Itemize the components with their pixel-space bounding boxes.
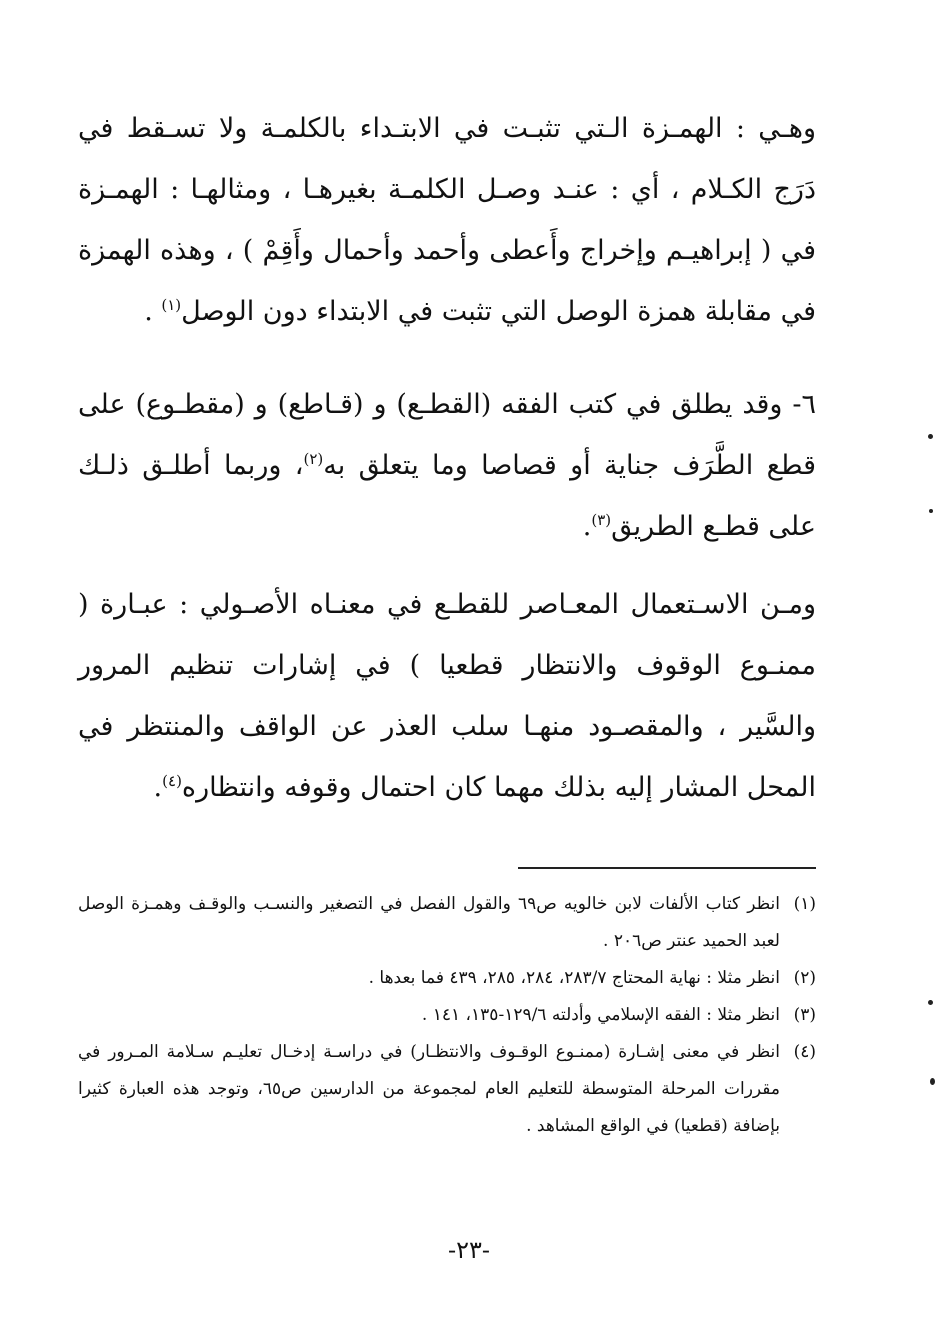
footnote-item xyxy=(78,960,816,997)
paragraph-text: ، وربما أطلـق ذلـك على قطـع الطريق xyxy=(78,450,816,542)
footnote-text: انظر مثلا : الفقه الإسلامي وأدلته ١٢٩/٦-١٣٥، ١٤١ . xyxy=(421,1005,780,1025)
scan-speck xyxy=(928,434,933,439)
footnotes xyxy=(78,886,816,1145)
paragraph-text: ٦- وقد يطلق في كتب الفقه (القطـع) و (قـاطع) و (مقطـوع) على قطع الطَّرَف جناية أو قصاصا وما يتعلق به xyxy=(78,389,816,481)
footnote-ref-4[interactable]: (٤) xyxy=(162,772,182,790)
page-number: -٢٣- xyxy=(448,1236,490,1264)
paragraph-text: ومـن الاسـتعمال المعـاصر للقطـع في معنـاه الأصـولي : عبـارة ( ممنـوع الوقوف والانتظار قطعيا ) في إشارات تنظيم المرور والسَّير ، والمقصـود منهـا سلب العذر عن الواقف والمنتظر في المحل المشار إليه بذلك مهما كان احتمال وقوفه وانتظاره xyxy=(78,589,816,803)
footnote-number: (١) xyxy=(793,894,816,914)
footnote-number: (٣) xyxy=(793,1005,816,1025)
scan-speck xyxy=(929,509,933,513)
footnote-item xyxy=(78,997,816,1034)
paragraph-end: . xyxy=(153,772,163,803)
paragraph-end: . xyxy=(144,296,162,327)
footnote-number: (٢) xyxy=(793,968,816,988)
footnote-text: انظر كتاب الألفات لابن خالويه ص٦٩ والقول الفصل في التصغير والنسـب والوقـف وهمـزة الوصل لعبد الحميد عنتر ص٢٠٦ . xyxy=(78,894,780,951)
footnote-number: (٤) xyxy=(793,1042,816,1062)
footnote-ref-2[interactable]: (٢) xyxy=(303,450,324,468)
paragraph-hamzat-al-qat xyxy=(78,98,816,342)
footnote-text: انظر في معنى إشـارة (ممنـوع الوقـوف والانتظـار) في دراسـة إدخـال تعليـم سـلامة المـرور في مقررات المرحلة المتوسطة للتعليم العام لمجموعة من الدارسين ص٦٥، وتوجد هذه العبارة كثيرا بإضافة (قطعيا) في الواقع المشاهد . xyxy=(78,1042,780,1136)
paragraph-text: وهـي : الهمـزة الـتي تثبـت في الابتـداء بالكلمـة ولا تسـقط في دَرَج الكـلام ، أي : عنـد وصـل الكلمـة بغيرهـا ، ومثالهـا : الهمـزة في ( إبراهيـم وإخراج وأَعطى وأحمد وأحمال وأَقِمْ ) ، وهذه الهمزة في مقابلة همزة الوصل التي تثبت في الابتداء دون الوصل xyxy=(78,113,816,327)
paragraph-modern-usage xyxy=(78,574,816,818)
footnote-ref-3[interactable]: (٣) xyxy=(591,511,612,529)
footnote-item xyxy=(78,886,816,960)
scan-speck xyxy=(928,1000,933,1005)
paragraph-fiqh-usage xyxy=(78,374,816,557)
footnote-item xyxy=(78,1034,816,1145)
footnote-ref-1[interactable]: (١) xyxy=(161,296,182,314)
scan-speck xyxy=(930,1078,935,1085)
footnote-text: انظر مثلا : نهاية المحتاج ٢٨٣/٧، ٢٨٤، ٢٨٥، ٤٣٩ فما بعدها . xyxy=(368,968,780,988)
footnote-separator xyxy=(518,867,816,869)
paragraph-end: . xyxy=(582,511,592,542)
